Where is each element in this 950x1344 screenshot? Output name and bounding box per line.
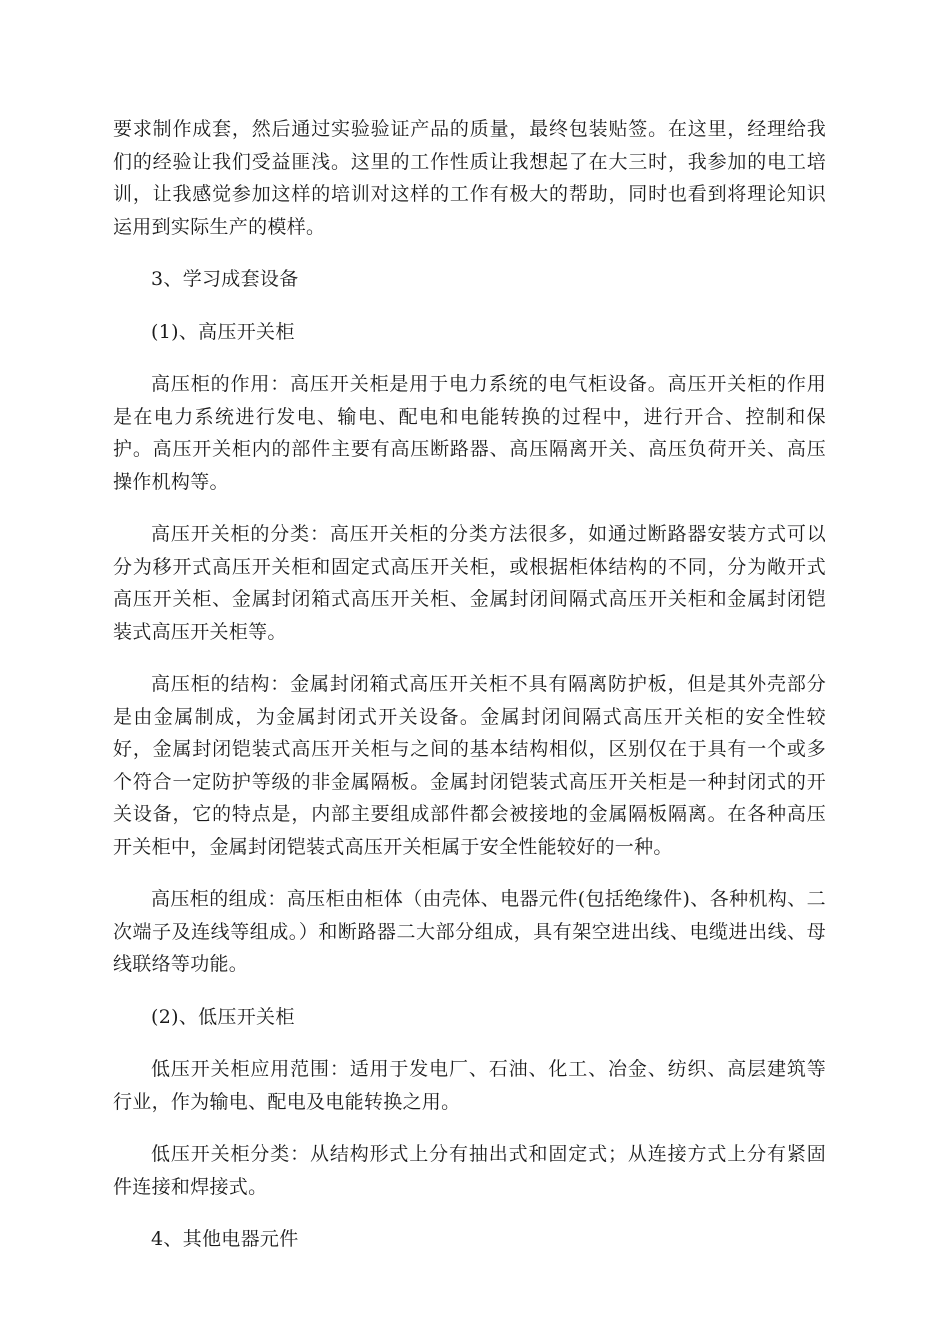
intro-paragraph: 要求制作成套，然后通过实验验证产品的质量，最终包装贴签。在这里，经理给我们的经验让我们受益匪浅。这里的工作性质让我想起了在大三时，我参加的电工培训，让我感觉参加这样的培训对这样的工作有极大的帮助，同时也看到将理论知识运用到实际生产的模样。: [113, 118, 826, 238]
lv-application-paragraph: 低压开关柜应用范围：适用于发电厂、石油、化工、冶金、纺织、高层建筑等行业，作为输电、配电及电能转换之用。: [113, 1058, 826, 1113]
hv-structure-paragraph: 高压柜的结构：金属封闭箱式高压开关柜不具有隔离防护板，但是其外壳部分是由金属制成，为金属封闭式开关设备。金属封闭间隔式高压开关柜的安全性较好，金属封闭铠装式高压开关柜与之间的基本结构相似，区别仅在于具有一个或多个符合一定防护等级的非金属隔板。金属封闭铠装式高压开关柜是一种封闭式的开关设备，它的特点是，内部主要组成部件都会被接地的金属隔板隔离。在各种高压开关柜中，金属封闭铠装式高压开关柜属于安全性能较好的一种。: [113, 673, 826, 858]
section-heading-other-components: 4、其他电器元件: [151, 1228, 299, 1250]
subsection-heading-high-voltage: (1)、高压开关柜: [151, 320, 295, 343]
lv-classification-paragraph: 低压开关柜分类：从结构形式上分有抽出式和固定式；从连接方式上分有紧固件连接和焊接式。: [113, 1143, 826, 1198]
hv-function-paragraph: 高压柜的作用：高压开关柜是用于电力系统的电气柜设备。高压开关柜的作用是在电力系统进行发电、输电、配电和电能转换的过程中，进行开合、控制和保护。高压开关柜内的部件主要有高压断路器、高压隔离开关、高压负荷开关、高压操作机构等。: [113, 373, 826, 493]
hv-classification-paragraph: 高压开关柜的分类：高压开关柜的分类方法很多，如通过断路器安装方式可以分为移开式高压开关柜和固定式高压开关柜，或根据柜体结构的不同，分为敞开式高压开关柜、金属封闭箱式高压开关柜、金属封闭间隔式高压开关柜和金属封闭铠装式高压开关柜等。: [113, 523, 826, 643]
document-body: [113, 113, 826, 1276]
section-heading-complete-equipment: 3、学习成套设备: [151, 268, 299, 290]
subsection-heading-low-voltage: (2)、低压开关柜: [151, 1005, 295, 1028]
hv-composition-paragraph: 高压柜的组成：高压柜由柜体（由壳体、电器元件(包括绝缘件)、各种机构、二次端子及连线等组成。）和断路器二大部分组成，具有架空进出线、电缆进出线、母线联络等功能。: [113, 888, 826, 975]
